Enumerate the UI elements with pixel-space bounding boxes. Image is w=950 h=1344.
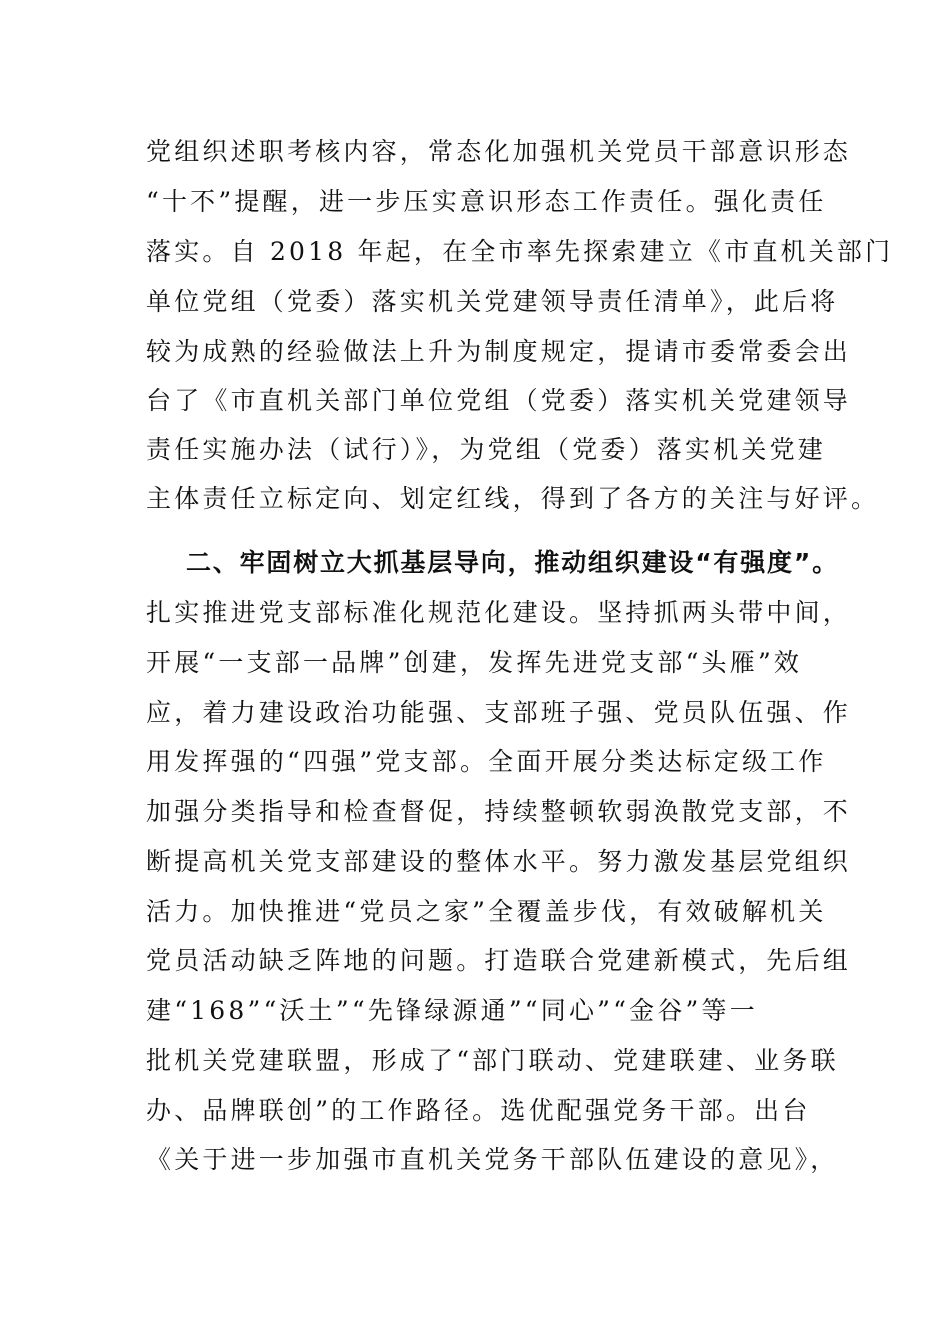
paragraph-1-line-3: 落实。自 2018 年起，在全市率先探索建立《市直机关部门: [146, 237, 894, 266]
paragraph-2-line-6: 断提高机关党支部建设的整体水平。努力激发基层党组织: [146, 847, 852, 876]
paragraph-1-line-4: 单位党组（党委）落实机关党建领导责任清单》，此后将: [146, 287, 839, 316]
section-heading: 二、牢固树立大抓基层导向，推动组织建设“有强度”。: [186, 548, 839, 577]
paragraph-2-line-8: 党员活动缺乏阵地的问题。打造联合党建新模式，先后组: [146, 946, 852, 975]
paragraph-2-line-7: 活力。加快推进“党员之家”全覆盖步伐，有效破解机关: [146, 897, 827, 926]
paragraph-2-line-12: 《关于进一步加强市直机关党务干部队伍建设的意见》，: [146, 1145, 839, 1174]
paragraph-2-line-2: 开展“一支部一品牌”创建，发挥先进党支部“头雁”效: [146, 648, 803, 677]
paragraph-1-line-8: 主体责任立标定向、划定红线，得到了各方的关注与好评。: [146, 484, 880, 513]
paragraph-2-line-5: 加强分类指导和检查督促，持续整顿软弱涣散党支部，不: [146, 797, 852, 826]
paragraph-1-line-6: 台了《市直机关部门单位党组（党委）落实机关党建领导: [146, 386, 852, 415]
paragraph-2-line-11: 办、品牌联创”的工作路径。选优配强党务干部。出台: [146, 1096, 811, 1125]
paragraph-2-line-4: 用发挥强的“四强”党支部。全面开展分类达标定级工作: [146, 747, 827, 776]
paragraph-1-line-2: “十不”提醒，进一步压实意识形态工作责任。强化责任: [146, 187, 827, 216]
paragraph-2-line-3: 应，着力建设政治功能强、支部班子强、党员队伍强、作: [146, 698, 852, 727]
paragraph-2-line-1: 扎实推进党支部标准化规范化建设。坚持抓两头带中间，: [146, 598, 852, 627]
paragraph-1-line-7: 责任实施办法（试行）》，为党组（党委）落实机关党建: [146, 435, 827, 464]
paragraph-2-line-9: 建“168”“沃土”“先锋绿源通”“同心”“金谷”等一: [146, 996, 758, 1025]
paragraph-2-line-10: 批机关党建联盟，形成了“部门联动、党建联建、业务联: [146, 1046, 839, 1075]
paragraph-1-line-1: 党组织述职考核内容，常态化加强机关党员干部意识形态: [146, 137, 852, 166]
paragraph-1-line-5: 较为成熟的经验做法上升为制度规定，提请市委常委会出: [146, 337, 852, 366]
